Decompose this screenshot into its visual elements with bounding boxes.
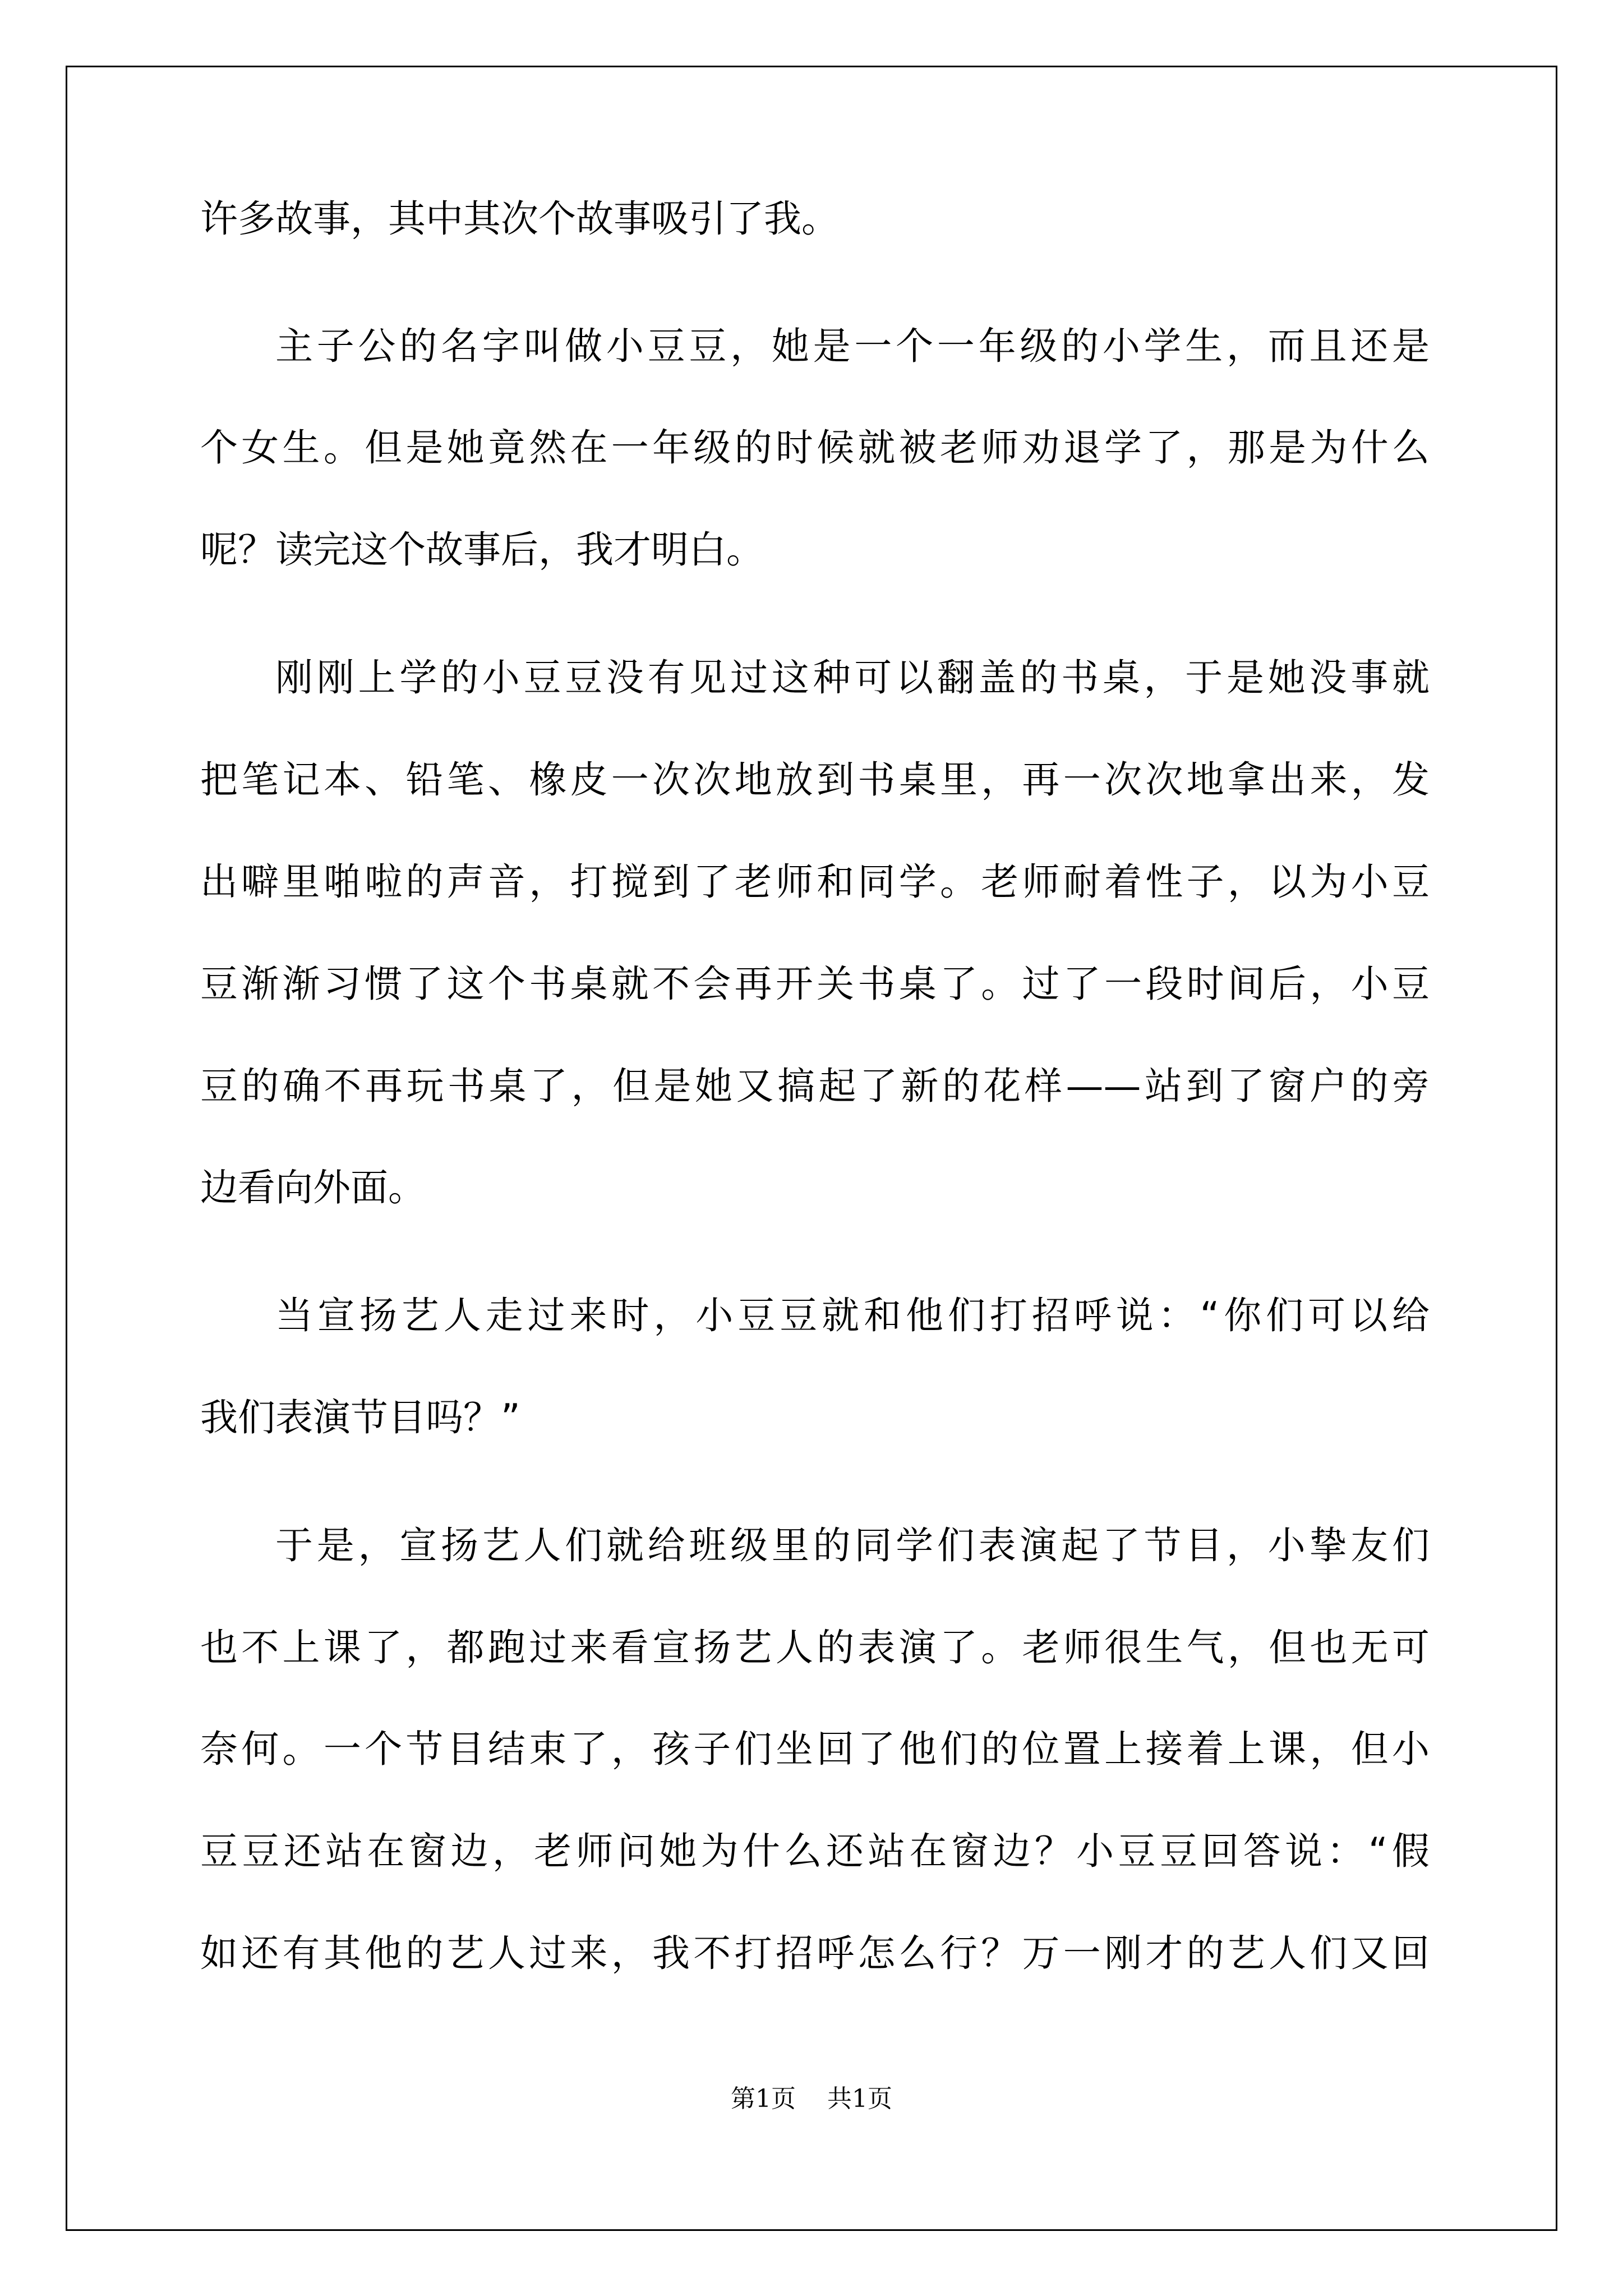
text-line: 豆豆还站在窗边，老师问她为什么还站在窗边？小豆豆回答说：“假: [200, 1829, 1430, 1873]
text-line: 也不上课了，都跑过来看宣扬艺人的表演了。老师很生气，但也无可: [200, 1626, 1430, 1669]
page-footer: [0, 2082, 1623, 2116]
text-line: 呢？读完这个故事后，我才明白。: [200, 528, 764, 572]
paragraph-first-line: 当宣扬艺人走过来时，小豆豆就和他们打招呼说：“你们可以给: [275, 1294, 1430, 1337]
paragraph-first-line: 主子公的名字叫做小豆豆，她是一个一年级的小学生，而且还是: [275, 324, 1430, 368]
text-line: 如还有其他的艺人过来，我不打招呼怎么行？万一刚才的艺人们又回: [200, 1931, 1430, 1975]
text-line: 豆的确不再玩书桌了，但是她又搞起了新的花样——站到了窗户的旁: [200, 1064, 1430, 1108]
text-line: 出噼里啪啦的声音，打搅到了老师和同学。老师耐着性子，以为小豆: [200, 860, 1430, 904]
paragraph-first-line: 于是，宣扬艺人们就给班级里的同学们表演起了节目，小挚友们: [275, 1524, 1430, 1567]
text-line: 我们表演节目吗？”: [200, 1396, 520, 1439]
text-line: 边看向外面。: [200, 1166, 426, 1209]
text-line: 豆渐渐习惯了这个书桌就不会再开关书桌了。过了一段时间后，小豆: [200, 962, 1430, 1006]
paragraph-first-line: 刚刚上学的小豆豆没有见过这种可以翻盖的书桌，于是她没事就: [275, 656, 1430, 700]
text-line: 个女生。但是她竟然在一年级的时候就被老师劝退学了，那是为什么: [200, 426, 1430, 470]
text-line: 把笔记本、铅笔、橡皮一次次地放到书桌里，再一次次地拿出来，发: [200, 758, 1430, 802]
page-border: [66, 66, 1557, 2231]
page-total: 共1页: [827, 2085, 892, 2113]
text-line: 许多故事，其中其次个故事吸引了我。: [200, 197, 839, 241]
page-number: 第1页: [731, 2085, 796, 2113]
text-line: 奈何。一个节目结束了，孩子们坐回了他们的位置上接着上课，但小: [200, 1727, 1430, 1771]
